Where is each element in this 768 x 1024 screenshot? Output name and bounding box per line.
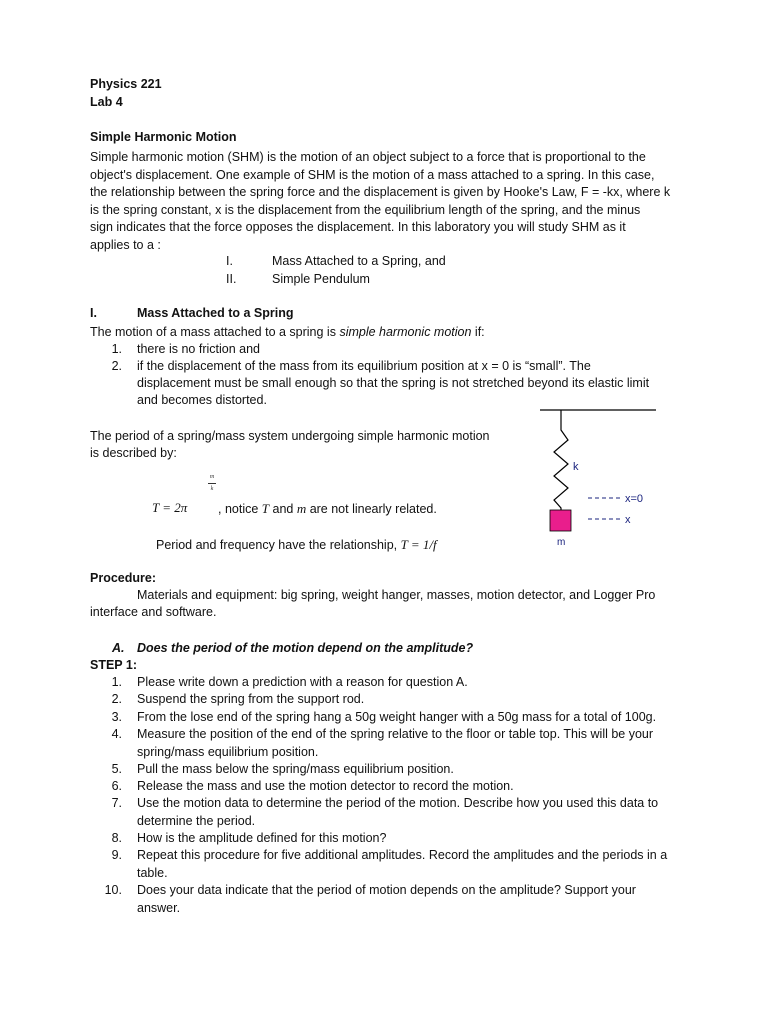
condition-text: and becomes distorted.: [137, 393, 267, 407]
part-title: Mass Attached to a Spring: [137, 306, 294, 320]
lead-text: if:: [471, 325, 485, 339]
lead-emphasis: simple harmonic motion: [339, 325, 472, 339]
topic-num: I.: [226, 254, 233, 268]
spring-coil: [554, 410, 568, 510]
step-label: STEP 1:: [90, 658, 138, 672]
materials-line: interface and software.: [90, 605, 217, 619]
intro-line: sign indicates that the force opposes the displacement. In this laboratory you will study SHM as it: [90, 220, 626, 234]
note-symbol-t: T: [261, 501, 270, 516]
relation-text: Period and frequency have the relationship,: [156, 538, 401, 552]
formula-note: [218, 501, 437, 517]
equilibrium-label: x=0: [625, 493, 644, 505]
step-text: table.: [137, 866, 168, 880]
topic-label: Simple Pendulum: [272, 272, 370, 286]
intro-line: the relationship between the spring force and the displacement is given by Hooke's Law, F = -kx, where k: [90, 185, 671, 199]
section-title: Simple Harmonic Motion: [90, 130, 237, 144]
formula-lhs: T = 2π: [152, 500, 188, 515]
fraction-bar: [208, 483, 216, 484]
step-text: How is the amplitude defined for this motion?: [137, 831, 387, 845]
period-intro: is described by:: [90, 446, 177, 460]
spring-diagram: [530, 402, 670, 552]
question-num: A.: [112, 641, 125, 655]
fraction-bottom: k: [210, 486, 214, 492]
step-num: 7.: [111, 796, 122, 810]
displacement-label: x: [625, 514, 631, 526]
step-text: answer.: [137, 901, 181, 915]
question-text: Does the period of the motion depend on the amplitude?: [137, 641, 474, 655]
relation-line: [156, 537, 437, 553]
step-text: Does your data indicate that the period of motion depends on the amplitude? Support your: [137, 883, 636, 897]
step-num: 6.: [111, 779, 122, 793]
lab-title: Lab 4: [90, 95, 123, 109]
step-num: 8.: [111, 831, 122, 845]
part-number: I.: [90, 306, 97, 320]
condition-text: displacement must be small enough so that the spring is not stretched beyond its elastic limit: [137, 376, 650, 390]
step-text: Release the mass and use the motion detector to record the motion.: [137, 779, 514, 793]
materials-line: Materials and equipment: big spring, weight hanger, masses, motion detector, and Logger Pro: [137, 588, 656, 602]
intro-line: Simple harmonic motion (SHM) is the motion of an object subject to a force that is proportional to the: [90, 150, 646, 164]
step-num: 5.: [111, 762, 122, 776]
condition-text: there is no friction and: [137, 342, 260, 356]
step-text: Please write down a prediction with a reason for question A.: [137, 675, 468, 689]
period-intro: The period of a spring/mass system undergoing simple harmonic motion: [90, 429, 490, 443]
note-symbol-m: m: [296, 501, 307, 516]
relation-formula: T = 1/f: [400, 537, 437, 552]
formula-fraction: [207, 474, 217, 493]
part-lead: [90, 324, 485, 342]
step-text: Repeat this procedure for five additional amplitudes. Record the amplitudes and the periods in a: [137, 848, 668, 862]
step-text: Use the motion data to determine the period of the motion. Describe how you used this data to: [137, 796, 659, 810]
mass-block: [550, 510, 571, 531]
step-text: spring/mass equilibrium position.: [137, 745, 319, 759]
note-text: , notice: [218, 502, 262, 516]
step-text: determine the period.: [137, 814, 256, 828]
step-num: 2.: [111, 692, 122, 706]
lead-text: The motion of a mass attached to a spring is: [90, 325, 340, 339]
procedure-title: Procedure:: [90, 571, 156, 585]
fraction-top: m: [209, 474, 215, 480]
step-text: Pull the mass below the spring/mass equilibrium position.: [137, 762, 454, 776]
course-title: Physics 221: [90, 77, 162, 91]
intro-line: applies to a :: [90, 238, 161, 252]
condition-text: if the displacement of the mass from its equilibrium position at x = 0 is “small”. The: [137, 359, 591, 373]
condition-num: 1.: [111, 342, 122, 356]
mass-label: m: [557, 537, 566, 548]
intro-line: object's displacement. One example of SHM is the motion of a mass attached to a spring. In this case,: [90, 168, 655, 182]
step-num: 9.: [111, 848, 122, 862]
step-text: From the lose end of the spring hang a 50g weight hanger with a 50g mass for a total of 100g.: [137, 710, 657, 724]
topic-num: II.: [226, 272, 237, 286]
step-text: Measure the position of the end of the spring relative to the floor or table top. This will be your: [137, 727, 654, 741]
step-num: 4.: [111, 727, 122, 741]
condition-num: 2.: [111, 359, 122, 373]
spring-constant-label: k: [573, 461, 579, 473]
step-num: 1.: [111, 675, 122, 689]
note-text: are not linearly related.: [306, 502, 437, 516]
note-text: and: [269, 502, 297, 516]
step-text: Suspend the spring from the support rod.: [137, 692, 365, 706]
topic-label: Mass Attached to a Spring, and: [272, 254, 446, 268]
step-num: 10.: [104, 883, 122, 897]
step-num: 3.: [111, 710, 122, 724]
intro-line: is the spring constant, x is the displacement from the equilibrium length of the spring, and the minus: [90, 203, 641, 217]
